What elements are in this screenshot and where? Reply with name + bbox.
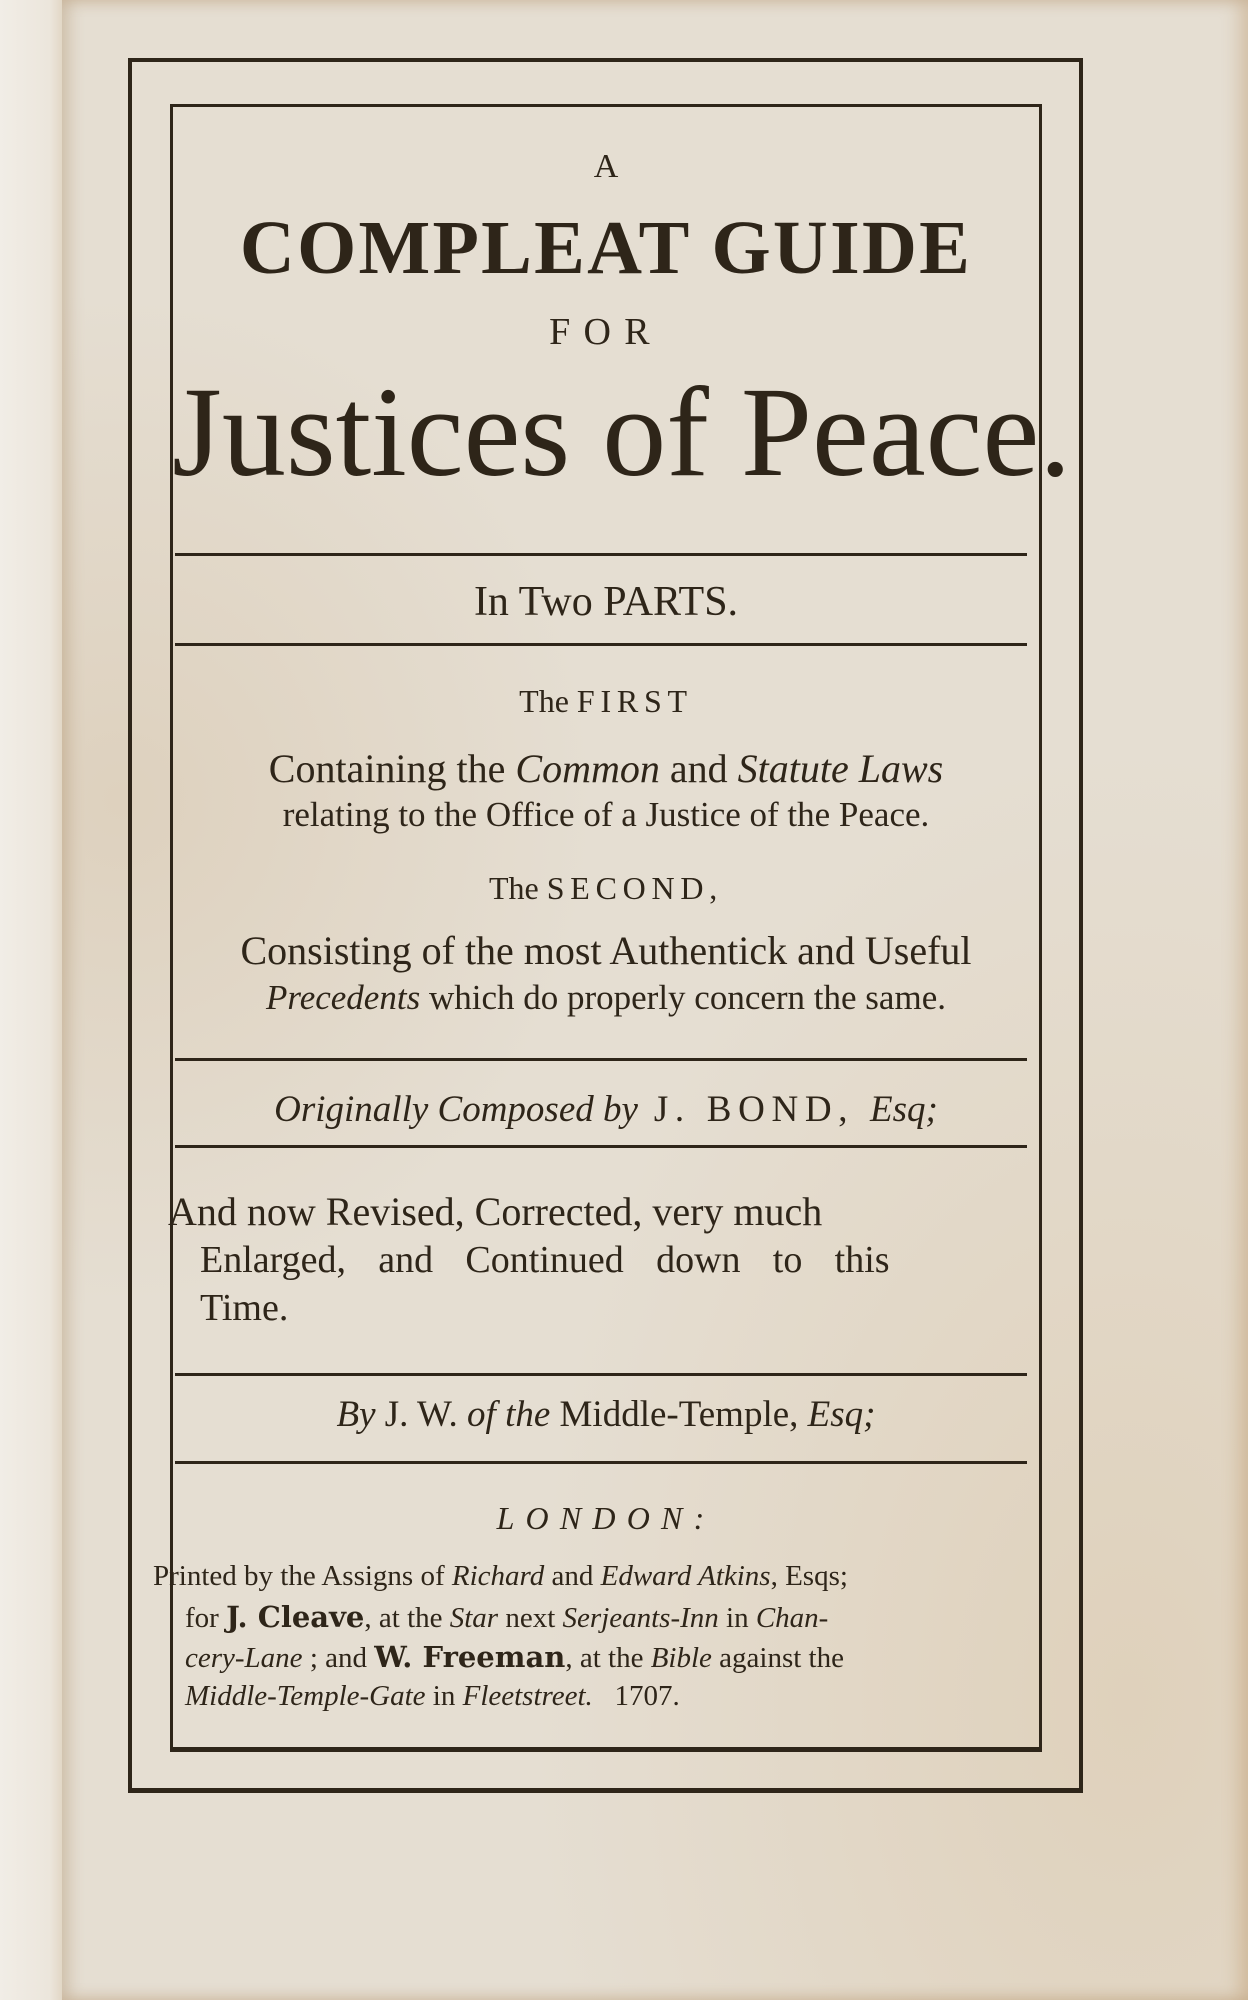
text-run: and bbox=[544, 1560, 601, 1592]
text-run-italic: Richard bbox=[451, 1560, 545, 1592]
rule-divider bbox=[175, 1461, 1027, 1464]
first-part-line2: relating to the Office of a Justice of the Peace. bbox=[282, 795, 930, 834]
text-run: in bbox=[718, 1602, 756, 1634]
title-main: COMPLEAT GUIDE bbox=[239, 206, 973, 290]
revision-line3: Time. bbox=[200, 1287, 289, 1329]
text-run-italic: Star bbox=[449, 1602, 499, 1634]
text-run: , at the bbox=[565, 1642, 651, 1674]
text-run-italic: Precedents bbox=[266, 978, 421, 1017]
rule-divider bbox=[175, 1145, 1027, 1148]
first-label: FIRST bbox=[576, 683, 693, 719]
original-author-line bbox=[172, 1088, 1040, 1131]
imprint-line1 bbox=[153, 1560, 1023, 1593]
imprint-line4 bbox=[185, 1680, 1025, 1713]
author-name: J. BOND, bbox=[637, 1089, 871, 1130]
text-run-italic: Middle-Temple-Gate bbox=[185, 1680, 426, 1712]
text-run-italic: Fleetstreet. bbox=[462, 1680, 593, 1712]
blackletter-name: J. Cleave bbox=[226, 1600, 365, 1634]
second-part-heading bbox=[172, 870, 1040, 907]
second-part-line2 bbox=[172, 978, 1040, 1018]
imprint-place: LONDON: bbox=[496, 1500, 716, 1536]
text-run-italic: Common bbox=[515, 746, 660, 791]
blackletter-name: W. Freeman bbox=[374, 1640, 566, 1674]
rule-divider bbox=[175, 1373, 1027, 1376]
text-run: in bbox=[425, 1680, 463, 1712]
imprint-line2 bbox=[185, 1600, 1025, 1635]
parts-heading: In Two PARTS. bbox=[473, 579, 739, 625]
text-run-italic: Esq; bbox=[807, 1394, 876, 1435]
text-run-italic: Chan- bbox=[755, 1602, 829, 1634]
second-label: SECOND, bbox=[546, 870, 724, 906]
rule-divider bbox=[175, 643, 1027, 646]
imprint-year: 1707. bbox=[592, 1680, 680, 1712]
revision-line1: And now Revised, Corrected, very much bbox=[168, 1189, 823, 1234]
text-run: , at the bbox=[364, 1602, 450, 1634]
first-prefix: The bbox=[519, 683, 569, 719]
text-run-italic: Esq; bbox=[870, 1089, 938, 1130]
text-run-italic: of the bbox=[467, 1394, 551, 1435]
text-run: and bbox=[659, 746, 738, 791]
second-prefix: The bbox=[488, 870, 539, 906]
text-run-italic: By bbox=[336, 1394, 376, 1435]
text-run: against the bbox=[711, 1642, 844, 1674]
text-run: Middle-Temple, bbox=[550, 1394, 808, 1435]
text-run-italic: Bible bbox=[650, 1642, 712, 1674]
text-run: J. W. bbox=[375, 1394, 468, 1435]
rule-divider bbox=[175, 1058, 1027, 1061]
title-article: A bbox=[593, 148, 619, 185]
text-run: Printed by the Assigns of bbox=[153, 1560, 452, 1592]
text-run: for bbox=[185, 1602, 227, 1634]
revision-line2: Enlarged, and Continued down to this bbox=[200, 1239, 890, 1281]
second-part-line1: Consisting of the most Authentick and Useful bbox=[240, 928, 972, 973]
title-subject: Justices of Peace. bbox=[172, 361, 1072, 503]
title-for: FOR bbox=[549, 311, 663, 353]
imprint-line3 bbox=[185, 1640, 1025, 1675]
facing-page-edge bbox=[0, 0, 62, 2000]
rule-divider bbox=[175, 553, 1027, 556]
text-run-italic: Serjeants-Inn bbox=[562, 1602, 719, 1634]
text-run: , Esqs; bbox=[770, 1560, 848, 1592]
text-run-italic: Statute Laws bbox=[737, 746, 944, 791]
first-part-line1 bbox=[172, 745, 1040, 792]
text-run: Containing the bbox=[268, 746, 516, 791]
text-run-italic: Edward Atkins bbox=[600, 1560, 771, 1592]
text-run: next bbox=[498, 1602, 563, 1634]
text-run: ; and bbox=[302, 1642, 375, 1674]
first-part-heading bbox=[172, 683, 1040, 720]
text-run: which do properly concern the same. bbox=[420, 978, 946, 1017]
text-run-italic: Originally Composed by bbox=[274, 1089, 638, 1130]
text-run-italic: cery-Lane bbox=[185, 1642, 303, 1674]
reviser-line bbox=[172, 1393, 1040, 1436]
